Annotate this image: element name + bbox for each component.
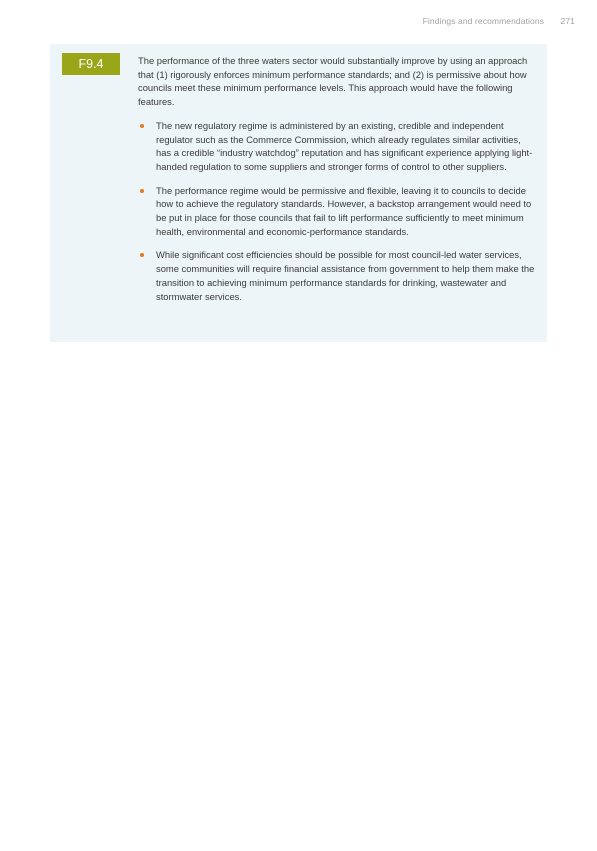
running-header	[423, 16, 575, 26]
finding-intro: The performance of the three waters sector would substantially improve by using an approach that (1) rigorously enforces minimum performance standards; and (2) is permissive about how councils meet these minimum performance levels. This approach would have the following features.	[138, 55, 528, 108]
list-item	[138, 119, 538, 174]
finding-box	[50, 44, 547, 342]
finding-label: F9.4	[62, 53, 120, 75]
bullet-text: While significant cost efficiencies should be possible for most council-led water services, some communities will require financial assistance from government to help them make the transition to achieving minimum performance standards for drinking, wastewater and stormwater services.	[156, 249, 535, 302]
finding-content	[138, 54, 538, 313]
page-number: 271	[560, 16, 575, 26]
list-item	[138, 248, 538, 303]
finding-bullet-list	[138, 119, 538, 303]
bullet-icon	[140, 124, 144, 128]
bullet-icon	[140, 253, 144, 257]
bullet-text: The performance regime would be permissive and flexible, leaving it to councils to decide how to achieve the regulatory standards. However, a backstop arrangement would need to be put in place for those councils that fail to lift performance sufficiently to meet minimum health, environmental and economic-performance standards.	[156, 184, 532, 237]
list-item	[138, 184, 538, 239]
bullet-text: The new regulatory regime is administered by an existing, credible and independent regulator such as the Commerce Commission, which already regulates similar activities, has a credible “industry watchdog” reputation and has significant experience applying light-handed regulation to some suppliers and stronger forms of control to other suppliers.	[156, 119, 533, 172]
section-title: Findings and recommendations	[422, 16, 545, 26]
bullet-icon	[140, 189, 144, 193]
